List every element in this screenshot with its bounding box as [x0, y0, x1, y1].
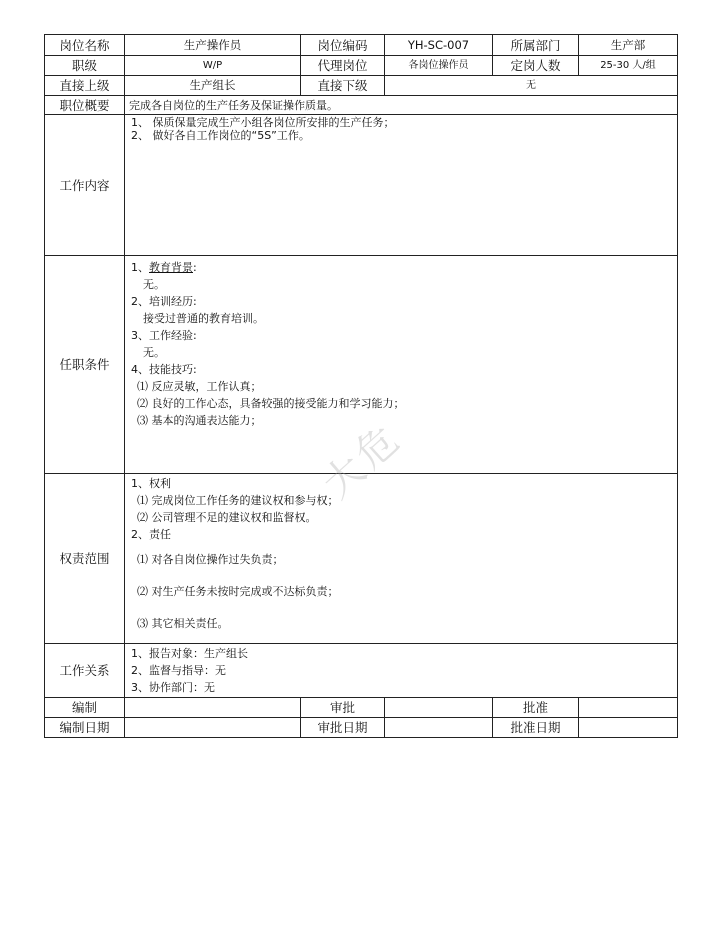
right-item: ⑴ 完成岗位工作任务的建议权和参与权；: [137, 494, 339, 507]
position-code-value: YH-SC-007: [385, 35, 493, 56]
compiled-date-value[interactable]: [125, 718, 301, 738]
row-qualifications: [45, 256, 678, 474]
work-content-label: 工作内容: [45, 115, 125, 256]
headcount-value: 25-30 人/组: [579, 56, 678, 76]
rights-label: 1、权利: [131, 477, 171, 490]
authority-body: [125, 474, 678, 644]
compiled-label: 编制: [45, 698, 125, 718]
approve-label: 批准: [493, 698, 579, 718]
relations-label: 工作关系: [45, 644, 125, 698]
review-date-label: 审批日期: [301, 718, 385, 738]
position-name-label: 岗位名称: [45, 35, 125, 56]
review-date-value[interactable]: [385, 718, 493, 738]
row-relations: [45, 644, 678, 698]
row-signoff-dates: [45, 718, 678, 738]
subordinate-value: 无: [385, 76, 678, 96]
row-summary: [45, 96, 678, 115]
work-content-line-1: 1、 保质保量完成生产小组各岗位所安排的生产任务；: [131, 116, 395, 129]
relations-body: [125, 644, 678, 698]
qualifications-body: [125, 256, 678, 474]
job-description-table: [44, 34, 678, 738]
row-work-content: [45, 115, 678, 256]
grade-label: 职级: [45, 56, 125, 76]
department-value: 生产部: [579, 35, 678, 56]
training-value: 接受过普通的教育培训。: [143, 312, 264, 325]
relation-line: 1、报告对象：生产组长: [131, 647, 248, 660]
work-content-line-2: 2、 做好各自工作岗位的“5S”工作。: [131, 129, 310, 142]
deputy-label: 代理岗位: [301, 56, 385, 76]
skills-label: 4、技能技巧:: [131, 363, 197, 376]
skill-item: ⑵ 良好的工作心态，具备较强的接受能力和学习能力；: [137, 397, 405, 410]
education-number: 1、: [131, 261, 149, 274]
row-reporting: [45, 76, 678, 96]
summary-value: 完成各自岗位的生产任务及保证操作质量。: [125, 96, 678, 115]
duty-item: ⑴ 对各自岗位操作过失负责；: [137, 553, 284, 566]
experience-value: 无。: [143, 346, 165, 359]
duty-item: ⑶ 其它相关责任。: [137, 617, 229, 630]
approve-value[interactable]: [579, 698, 678, 718]
authority-label: 权责范围: [45, 474, 125, 644]
department-label: 所属部门: [493, 35, 579, 56]
approve-date-value[interactable]: [579, 718, 678, 738]
training-label: 2、培训经历:: [131, 295, 197, 308]
subordinate-label: 直接下级: [301, 76, 385, 96]
grade-value: W/P: [125, 56, 301, 76]
right-item: ⑵ 公司管理不足的建议权和监督权。: [137, 511, 317, 524]
education-colon: :: [193, 261, 197, 274]
relation-line: 2、监督与指导：无: [131, 664, 226, 677]
education-value: 无。: [143, 278, 165, 291]
experience-label: 3、工作经验:: [131, 329, 197, 342]
duties-label: 2、责任: [131, 528, 171, 541]
compiled-value[interactable]: [125, 698, 301, 718]
compiled-date-label: 编制日期: [45, 718, 125, 738]
skill-item: ⑴ 反应灵敏，工作认真；: [137, 380, 262, 393]
watermark: 大危: [314, 414, 411, 508]
skill-item: ⑶ 基本的沟通表达能力；: [137, 414, 262, 427]
row-signoff: [45, 698, 678, 718]
row-authority: [45, 474, 678, 644]
review-value[interactable]: [385, 698, 493, 718]
summary-label: 职位概要: [45, 96, 125, 115]
position-code-label: 岗位编码: [301, 35, 385, 56]
review-label: 审批: [301, 698, 385, 718]
qualifications-label: 任职条件: [45, 256, 125, 474]
duty-item: ⑵ 对生产任务未按时完成或不达标负责；: [137, 585, 339, 598]
row-position-info: [45, 35, 678, 56]
headcount-label: 定岗人数: [493, 56, 579, 76]
superior-label: 直接上级: [45, 76, 125, 96]
relation-line: 3、协作部门：无: [131, 681, 215, 694]
work-content-body: [125, 115, 678, 256]
position-name-value: 生产操作员: [125, 35, 301, 56]
row-grade-info: [45, 56, 678, 76]
deputy-value: 各岗位操作员: [385, 56, 493, 76]
approve-date-label: 批准日期: [493, 718, 579, 738]
superior-value: 生产组长: [125, 76, 301, 96]
education-label: 教育背景: [149, 261, 193, 274]
education-heading: [131, 259, 671, 276]
